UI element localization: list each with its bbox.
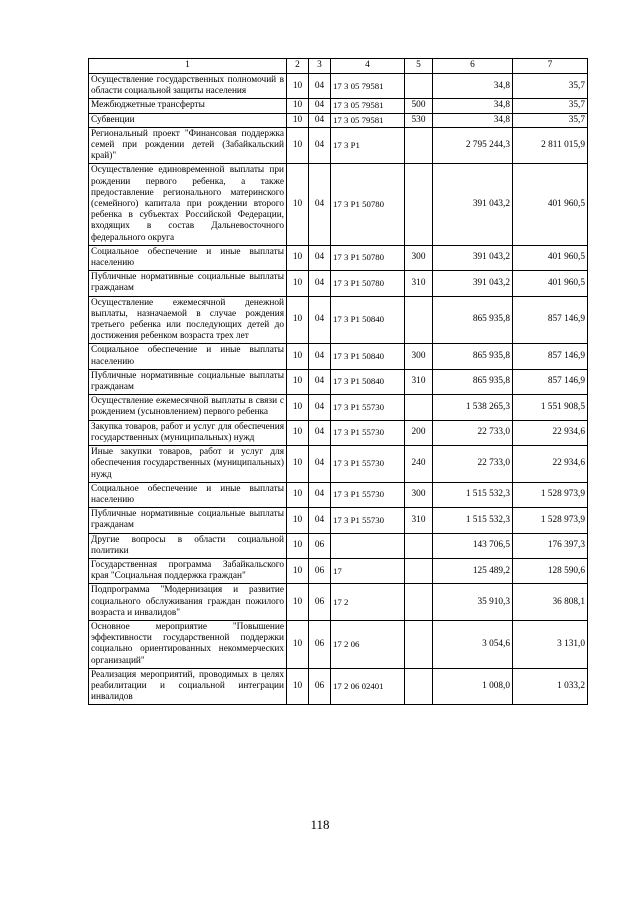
expense-type-cell: [405, 395, 433, 420]
amount-col7-cell: 3 131,0: [513, 620, 588, 668]
amount-col6-cell: 35 910,3: [433, 584, 513, 621]
amount-col7-cell: 22 934,6: [513, 420, 588, 445]
row-name-cell: Основное мероприятие "Повышение эффективности государственной поддержки социально ориентированных некоммерческих организаций": [89, 620, 287, 668]
amount-col6-cell: 1 008,0: [433, 668, 513, 705]
amount-col7-cell: 128 590,6: [513, 558, 588, 583]
table-row: [89, 620, 588, 668]
target-article-cell: 17 3 Р1 55730: [331, 395, 405, 420]
table-row: [89, 584, 588, 621]
header-cell-1: 1: [89, 59, 287, 74]
amount-col6-cell: 1 515 532,3: [433, 508, 513, 533]
amount-col6-cell: 143 706,5: [433, 533, 513, 558]
amount-col6-cell: 865 935,8: [433, 344, 513, 369]
subsection-code-cell: 04: [309, 74, 331, 99]
section-code-cell: 10: [287, 113, 309, 127]
expense-type-cell: 530: [405, 113, 433, 127]
expense-type-cell: 300: [405, 245, 433, 270]
amount-col7-cell: 401 960,5: [513, 164, 588, 245]
amount-col7-cell: 1 528 973,9: [513, 482, 588, 507]
amount-col7-cell: 857 146,9: [513, 344, 588, 369]
row-name-cell: Субвенции: [89, 113, 287, 127]
subsection-code-cell: 06: [309, 558, 331, 583]
section-code-cell: 10: [287, 420, 309, 445]
amount-col6-cell: 2 795 244,3: [433, 127, 513, 164]
section-code-cell: 10: [287, 74, 309, 99]
subsection-code-cell: 04: [309, 482, 331, 507]
table-row: [89, 395, 588, 420]
section-code-cell: 10: [287, 482, 309, 507]
table-row: [89, 668, 588, 705]
section-code-cell: 10: [287, 296, 309, 344]
target-article-cell: 17 3 Р1 50780: [331, 245, 405, 270]
section-code-cell: 10: [287, 344, 309, 369]
amount-col7-cell: 1 033,2: [513, 668, 588, 705]
target-article-cell: 17 3 Р1 55730: [331, 508, 405, 533]
subsection-code-cell: 04: [309, 245, 331, 270]
subsection-code-cell: 04: [309, 344, 331, 369]
row-name-cell: Публичные нормативные социальные выплаты гражданам: [89, 369, 287, 394]
row-name-cell: Государственная программа Забайкальского края "Социальная поддержка граждан": [89, 558, 287, 583]
row-name-cell: Осуществление единовременной выплаты при рождении первого ребенка, а также предоставление регионального материнского (семейного) капитала при рождении второго ребенка в субъектах Российской Федерации, входящих в состав Дальневосточного федерального округа: [89, 164, 287, 245]
section-code-cell: 10: [287, 584, 309, 621]
expense-type-cell: [405, 296, 433, 344]
expense-type-cell: 500: [405, 99, 433, 113]
expense-type-cell: [405, 584, 433, 621]
table-row: [89, 271, 588, 296]
section-code-cell: 10: [287, 271, 309, 296]
target-article-cell: 17 3 Р1 50780: [331, 164, 405, 245]
table-row: [89, 296, 588, 344]
section-code-cell: 10: [287, 620, 309, 668]
target-article-cell: 17 2 06 02401: [331, 668, 405, 705]
target-article-cell: 17 3 Р1 50840: [331, 369, 405, 394]
section-code-cell: 10: [287, 446, 309, 483]
amount-col7-cell: 401 960,5: [513, 271, 588, 296]
amount-col6-cell: 1 515 532,3: [433, 482, 513, 507]
expense-type-cell: [405, 668, 433, 705]
amount-col6-cell: 1 538 265,3: [433, 395, 513, 420]
row-name-cell: Иные закупки товаров, работ и услуг для обеспечения государственных (муниципальных) нужд: [89, 446, 287, 483]
expense-type-cell: [405, 558, 433, 583]
table-row: [89, 533, 588, 558]
subsection-code-cell: 04: [309, 113, 331, 127]
subsection-code-cell: 04: [309, 271, 331, 296]
amount-col7-cell: 857 146,9: [513, 296, 588, 344]
row-name-cell: Социальное обеспечение и иные выплаты населению: [89, 482, 287, 507]
expense-type-cell: 310: [405, 271, 433, 296]
amount-col6-cell: 34,8: [433, 113, 513, 127]
amount-col6-cell: 391 043,2: [433, 245, 513, 270]
table-row: [89, 245, 588, 270]
row-name-cell: Публичные нормативные социальные выплаты гражданам: [89, 508, 287, 533]
section-code-cell: 10: [287, 245, 309, 270]
amount-col7-cell: 857 146,9: [513, 369, 588, 394]
row-name-cell: Подпрограмма "Модернизация и развитие социального обслуживания граждан пожилого возраста и инвалидов": [89, 584, 287, 621]
amount-col6-cell: 22 733,0: [433, 420, 513, 445]
target-article-cell: 17 3 Р1 50840: [331, 344, 405, 369]
expense-type-cell: [405, 164, 433, 245]
subsection-code-cell: 04: [309, 369, 331, 394]
target-article-cell: 17 2: [331, 584, 405, 621]
section-code-cell: 10: [287, 369, 309, 394]
page-number: 118: [310, 817, 330, 832]
target-article-cell: 17 3 Р1 50780: [331, 271, 405, 296]
table-row: [89, 508, 588, 533]
target-article-cell: 17 3 05 79581: [331, 113, 405, 127]
amount-col6-cell: 391 043,2: [433, 164, 513, 245]
target-article-cell: 17 3 Р1 55730: [331, 420, 405, 445]
row-name-cell: Социальное обеспечение и иные выплаты населению: [89, 344, 287, 369]
subsection-code-cell: 06: [309, 533, 331, 558]
row-name-cell: Осуществление ежемесячной денежной выплаты, назначаемой в случае рождения третьего ребенка или последующих детей до достижения ребенком возраста трех лет: [89, 296, 287, 344]
amount-col7-cell: 2 811 015,9: [513, 127, 588, 164]
header-cell-5: 5: [405, 59, 433, 74]
expense-type-cell: 310: [405, 508, 433, 533]
amount-col6-cell: 865 935,8: [433, 296, 513, 344]
table-row: [89, 558, 588, 583]
amount-col7-cell: 35,7: [513, 113, 588, 127]
section-code-cell: 10: [287, 508, 309, 533]
amount-col7-cell: 35,7: [513, 99, 588, 113]
subsection-code-cell: 04: [309, 127, 331, 164]
subsection-code-cell: 04: [309, 164, 331, 245]
row-name-cell: Реализация мероприятий, проводимых в целях реабилитации и социальной интеграции инвалидов: [89, 668, 287, 705]
expense-type-cell: [405, 74, 433, 99]
subsection-code-cell: 06: [309, 668, 331, 705]
amount-col6-cell: 34,8: [433, 74, 513, 99]
amount-col6-cell: 34,8: [433, 99, 513, 113]
target-article-cell: 17 3 Р1 50840: [331, 296, 405, 344]
amount-col7-cell: 22 934,6: [513, 446, 588, 483]
header-cell-2: 2: [287, 59, 309, 74]
table-row: [89, 420, 588, 445]
subsection-code-cell: 06: [309, 584, 331, 621]
section-code-cell: 10: [287, 99, 309, 113]
row-name-cell: Социальное обеспечение и иные выплаты населению: [89, 245, 287, 270]
amount-col7-cell: 36 808,1: [513, 584, 588, 621]
header-cell-7: 7: [513, 59, 588, 74]
amount-col6-cell: 125 489,2: [433, 558, 513, 583]
subsection-code-cell: 04: [309, 395, 331, 420]
section-code-cell: 10: [287, 127, 309, 164]
subsection-code-cell: 04: [309, 446, 331, 483]
table-row: [89, 446, 588, 483]
target-article-cell: 17 3 Р1: [331, 127, 405, 164]
table-row: [89, 74, 588, 99]
table-row: [89, 164, 588, 245]
section-code-cell: 10: [287, 395, 309, 420]
header-row: [89, 59, 588, 74]
table-row: [89, 344, 588, 369]
expense-type-cell: 240: [405, 446, 433, 483]
target-article-cell: 17 2 06: [331, 620, 405, 668]
amount-col6-cell: 22 733,0: [433, 446, 513, 483]
expense-type-cell: [405, 127, 433, 164]
amount-col7-cell: 1 551 908,5: [513, 395, 588, 420]
section-code-cell: 10: [287, 558, 309, 583]
expense-type-cell: 300: [405, 482, 433, 507]
amount-col7-cell: 35,7: [513, 74, 588, 99]
amount-col7-cell: 1 528 973,9: [513, 508, 588, 533]
header-cell-6: 6: [433, 59, 513, 74]
expense-type-cell: 200: [405, 420, 433, 445]
section-code-cell: 10: [287, 668, 309, 705]
budget-table: [88, 58, 588, 705]
subsection-code-cell: 04: [309, 99, 331, 113]
amount-col6-cell: 391 043,2: [433, 271, 513, 296]
expense-type-cell: [405, 533, 433, 558]
amount-col7-cell: 176 397,3: [513, 533, 588, 558]
subsection-code-cell: 04: [309, 508, 331, 533]
table-row: [89, 127, 588, 164]
subsection-code-cell: 04: [309, 420, 331, 445]
target-article-cell: 17 3 05 79581: [331, 74, 405, 99]
amount-col6-cell: 3 054,6: [433, 620, 513, 668]
subsection-code-cell: 06: [309, 620, 331, 668]
header-cell-4: 4: [331, 59, 405, 74]
table-row: [89, 99, 588, 113]
target-article-cell: [331, 533, 405, 558]
expense-type-cell: [405, 620, 433, 668]
section-code-cell: 10: [287, 533, 309, 558]
table-row: [89, 369, 588, 394]
row-name-cell: Региональный проект "Финансовая поддержка семей при рождении детей (Забайкальский край)": [89, 127, 287, 164]
target-article-cell: 17 3 Р1 55730: [331, 446, 405, 483]
row-name-cell: Закупка товаров, работ и услуг для обеспечения государственных (муниципальных) нужд: [89, 420, 287, 445]
row-name-cell: Межбюджетные трансферты: [89, 99, 287, 113]
table-row: [89, 482, 588, 507]
section-code-cell: 10: [287, 164, 309, 245]
target-article-cell: 17: [331, 558, 405, 583]
row-name-cell: Публичные нормативные социальные выплаты гражданам: [89, 271, 287, 296]
table-body: [89, 74, 588, 705]
target-article-cell: 17 3 Р1 55730: [331, 482, 405, 507]
amount-col7-cell: 401 960,5: [513, 245, 588, 270]
row-name-cell: Осуществление ежемесячной выплаты в связи с рождением (усыновлением) первого ребенка: [89, 395, 287, 420]
table-header: [89, 59, 588, 74]
amount-col6-cell: 865 935,8: [433, 369, 513, 394]
header-cell-3: 3: [309, 59, 331, 74]
table-row: [89, 113, 588, 127]
target-article-cell: 17 3 05 79581: [331, 99, 405, 113]
subsection-code-cell: 04: [309, 296, 331, 344]
row-name-cell: Осуществление государственных полномочий в области социальной защиты населения: [89, 74, 287, 99]
row-name-cell: Другие вопросы в области социальной политики: [89, 533, 287, 558]
expense-type-cell: 310: [405, 369, 433, 394]
expense-type-cell: 300: [405, 344, 433, 369]
